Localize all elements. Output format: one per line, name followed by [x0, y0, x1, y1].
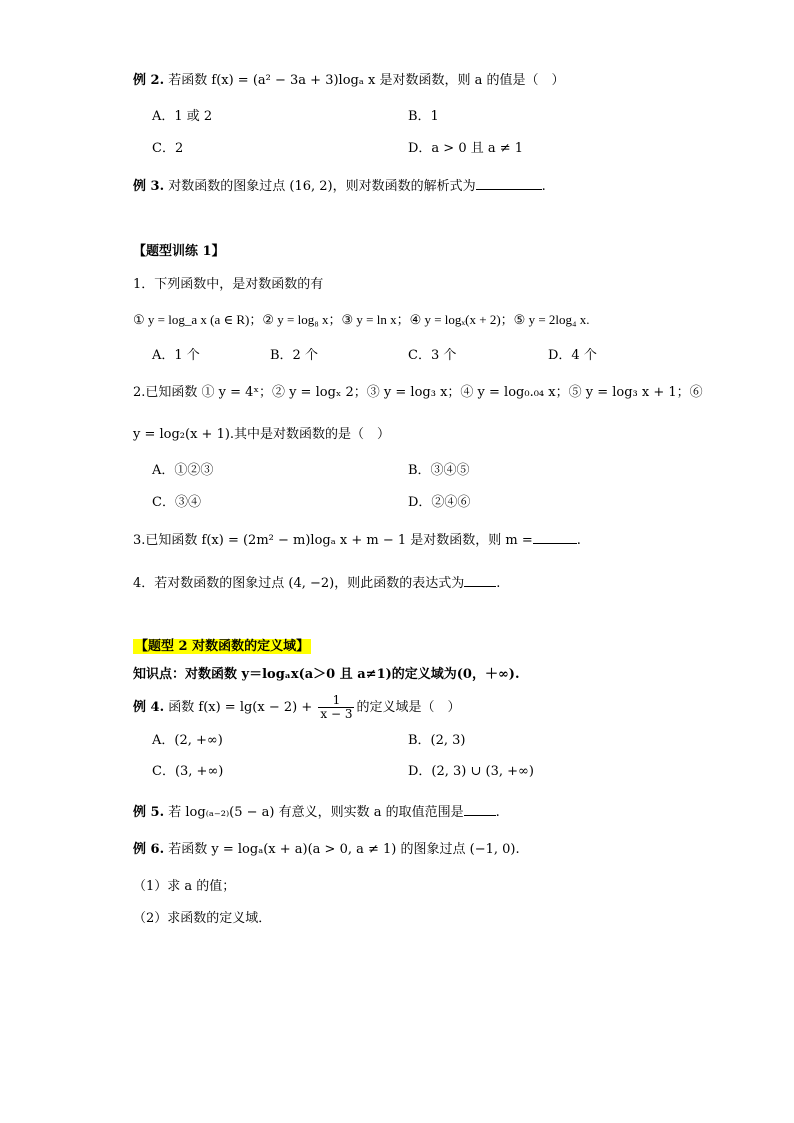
answer-blank: [464, 573, 496, 587]
type-2-title-text: 【题型 2 对数函数的定义域】: [135, 639, 310, 654]
training-1-q2-option-d: D．②④⑥: [408, 495, 471, 510]
example-4-question: [133, 694, 460, 721]
type-2-title: [133, 638, 311, 656]
example-6-label: 例 6.: [133, 842, 165, 857]
training-1-q3: 3.已知函数 f(x) = (2m² − m)logₐ x + m − 1 是对数函数，则 m = .: [133, 530, 581, 550]
training-1-q1-option-a: A．1 个: [152, 348, 200, 363]
example-3-label: 例 3.: [133, 179, 165, 194]
example-2-option-a: A．1 或 2: [152, 109, 213, 124]
example-4-option-a: A．(2, +∞): [152, 733, 223, 748]
training-1-q1-option-c: C．3 个: [408, 348, 457, 363]
training-1-q3-stem: 3.已知函数 f(x) = (2m² − m)logₐ x + m − 1 是对数函数，则 m =: [133, 533, 533, 548]
training-1-q2-option-a: A．①②③: [152, 463, 214, 478]
example-6-stem: 若函数 y = logₐ(x + a)(a > 0, a ≠ 1) 的图象过点 (−1, 0).: [168, 842, 520, 857]
training-1-q1-stem: 1．下列函数中，是对数函数的有: [133, 277, 324, 292]
training-1-q1-functions: ① y = log_a x (a ∈ R)；② y = log₈ x；③ y = ln x；④ y = logₓ(x + 2)；⑤ y = 2log₄ x.: [133, 312, 590, 327]
example-2-question: [133, 72, 564, 90]
training-1-q4-stem: 4．若对数函数的图象过点 (4, −2)，则此函数的表达式为: [133, 576, 465, 591]
training-1-q1-option-d: D．4 个: [548, 348, 597, 363]
example-4-option-d: D．(2, 3) ∪ (3, +∞): [408, 764, 534, 779]
example-5-stem: 若 log₍ₐ₋₂₎(5 − a) 有意义，则实数 a 的取值范围是: [168, 805, 464, 820]
example-6-part-2: （2）求函数的定义域．: [133, 911, 272, 926]
answer-blank: [533, 530, 577, 544]
example-4-stem-pre: 函数 f(x) = lg(x − 2) +: [168, 700, 313, 715]
training-1-title: 【题型训练 1】: [133, 244, 225, 259]
training-1-q2-option-c: C．③④: [152, 495, 201, 510]
example-2-stem: 若函数 f(x) = (a² − 3a + 3)logₐ x 是对数函数，则 a 的值是（ ）: [168, 73, 565, 88]
training-1-q2-option-b: B．③④⑤: [408, 463, 470, 478]
example-3-stem: 对数函数的图象过点 (16, 2)，则对数函数的解析式为: [168, 179, 476, 194]
fraction: [318, 694, 354, 721]
answer-blank: [464, 802, 496, 816]
example-5-label: 例 5.: [133, 805, 165, 820]
example-4-option-b: B．(2, 3): [408, 733, 466, 748]
example-2-option-d: D．a > 0 且 a ≠ 1: [408, 141, 524, 156]
example-4-option-c: C．(3, +∞): [152, 764, 224, 779]
example-2-option-c: C．2: [152, 141, 184, 156]
example-4-stem-post: 的定义域是（ ）: [356, 700, 461, 715]
fraction-denominator: x − 3: [320, 707, 353, 721]
example-4-label: 例 4.: [133, 700, 165, 715]
example-2-label: 例 2.: [133, 73, 165, 88]
example-6-question: [133, 841, 520, 859]
example-2-option-b: B．1: [408, 109, 439, 124]
example-3-question: 例 3. 对数函数的图象过点 (16, 2)，则对数函数的解析式为 .: [133, 176, 546, 196]
example-5-question: 例 5. 若 log₍ₐ₋₂₎(5 − a) 有意义，则实数 a 的取值范围是 .: [133, 802, 500, 822]
training-1-q4: 4．若对数函数的图象过点 (4, −2)，则此函数的表达式为 .: [133, 573, 500, 593]
training-1-q1-option-b: B．2 个: [270, 348, 318, 363]
training-1-q2-stem-line1: 2.已知函数 ① y = 4ˣ；② y = logₓ 2；③ y = log₃ x；④ y = log₀.₀₄ x；⑤ y = log₃ x + 1；⑥: [133, 385, 703, 400]
answer-blank: [476, 176, 542, 190]
fraction-numerator: 1: [332, 693, 341, 707]
knowledge-point: 知识点：对数函数 y＝logₐx(a＞0 且 a≠1)的定义域为(0，＋∞).: [133, 667, 520, 682]
training-1-q2-stem-line2: y = log₂(x + 1).其中是对数函数的是（ ）: [133, 427, 391, 442]
example-6-part-1: （1）求 a 的值；: [133, 879, 236, 894]
